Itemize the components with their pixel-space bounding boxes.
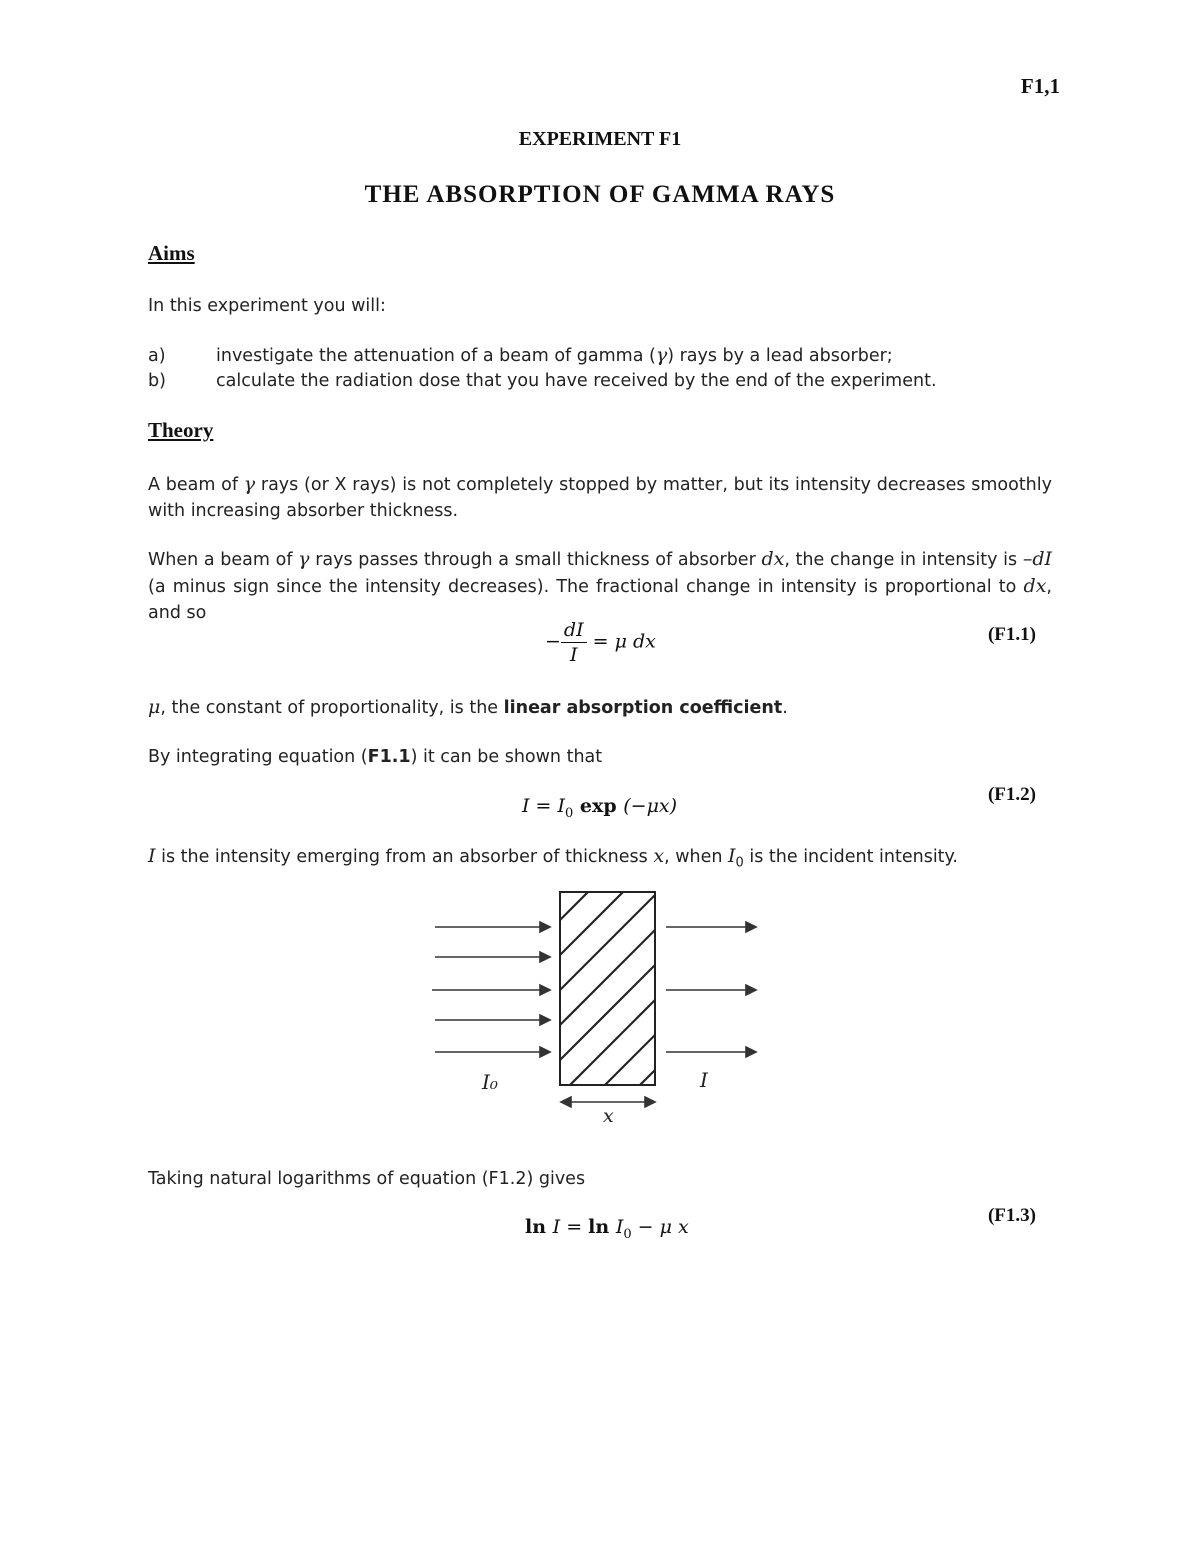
aims-intro: In this experiment you will:	[148, 296, 386, 316]
experiment-label: EXPERIMENT F1	[518, 128, 682, 150]
aims-item-a	[148, 342, 893, 369]
term-linear-absorption-coefficient: linear absorption coefficient	[503, 698, 783, 718]
theory-paragraph-5: I is the intensity emerging from an absorber of thickness x, when $I_0$ is the incident intensity.	[148, 845, 958, 871]
aims-item-label: a)	[148, 346, 166, 366]
equation-f1-1: − $\frac{dI}{I}$ = μ dx	[545, 619, 656, 666]
emerging-intensity-label: I	[700, 1068, 708, 1092]
aims-heading: Aims	[148, 241, 195, 265]
document-title: THE ABSORPTION OF GAMMA RAYS	[364, 181, 836, 208]
theory-paragraph-3: μ, the constant of proportionality, is the linear absorption coefficient.	[148, 696, 788, 718]
aims-item-b	[148, 368, 937, 394]
emerging-beam-arrows	[666, 922, 756, 1057]
equation-f1-2: $I = I_0$ exp (−μx)	[522, 795, 678, 821]
equation-label-f1-1: (F1.1)	[987, 624, 1036, 645]
equation-label-f1-3: (F1.3)	[987, 1205, 1036, 1226]
theory-paragraph-2: When a beam of γ rays passes through a small thickness of absorber dx, the change in intensity is –dI (a minus sign since the intensity decreases). The fractional change in intensity is proportional to dx, and so	[148, 548, 1052, 623]
gamma-symbol: γ	[655, 344, 668, 366]
aims-item-label: b)	[148, 371, 166, 391]
aims-item-text: investigate the attenuation of a beam of gamma (	[216, 346, 656, 366]
theory-paragraph-1: A beam of γ rays (or X rays) is not completely stopped by matter, but its intensity decreases smoothly with increasing absorber thickness.	[148, 473, 1052, 521]
thickness-label: x	[603, 1105, 614, 1127]
theory-paragraph-4: By integrating equation (F1.1) it can be shown that	[148, 747, 603, 767]
aims-item-text: calculate the radiation dose that you have received by the end of the experiment.	[216, 371, 937, 391]
incident-intensity-label: I₀	[482, 1070, 498, 1094]
theory-heading: Theory	[148, 418, 214, 442]
incident-beam-arrows	[432, 922, 550, 1057]
equation-f1-3: $\ln I = \ln I_0 - \mu$ x	[525, 1216, 689, 1242]
gamma-symbol: γ	[243, 473, 256, 495]
theory-paragraph-6: Taking natural logarithms of equation (F1.2) gives	[148, 1169, 586, 1189]
absorber-diagram	[420, 880, 780, 1130]
gamma-symbol: γ	[298, 548, 310, 570]
equation-label-f1-2: (F1.2)	[987, 784, 1036, 805]
aims-item-text: ) rays by a lead absorber;	[667, 346, 893, 366]
absorber-slab	[560, 892, 655, 1085]
page-number: F1,1	[1020, 74, 1060, 98]
